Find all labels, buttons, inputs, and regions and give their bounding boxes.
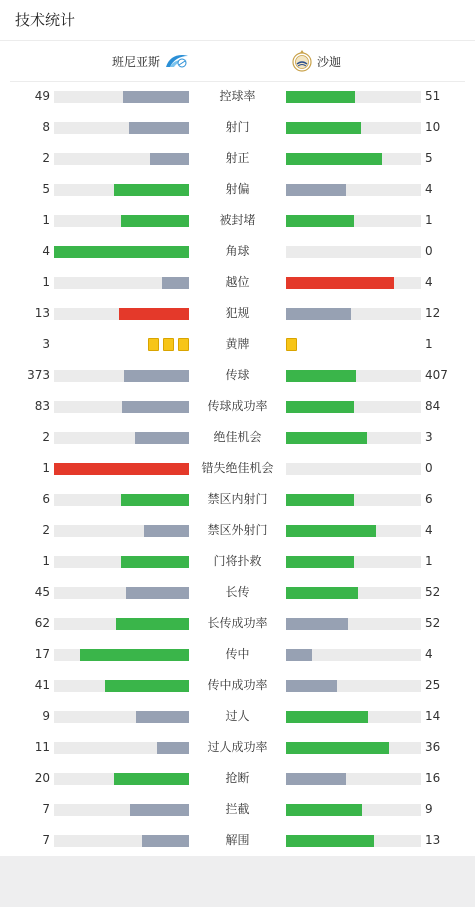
stat-label: 传中成功率 bbox=[207, 678, 268, 692]
stat-label: 射门 bbox=[225, 120, 250, 134]
away-stat-value: 1 bbox=[425, 554, 433, 568]
away-stat-value: 14 bbox=[425, 709, 441, 723]
away-yellow-cards bbox=[286, 338, 297, 352]
away-stat-value: 1 bbox=[425, 213, 433, 227]
stat-row bbox=[0, 794, 475, 825]
away-stat-bar bbox=[286, 122, 421, 134]
away-stat-bar bbox=[286, 401, 421, 413]
away-stat-bar-fill bbox=[286, 277, 394, 289]
stat-label: 禁区外射门 bbox=[207, 523, 268, 537]
stat-row bbox=[0, 825, 475, 856]
home-stat-bar bbox=[54, 91, 189, 103]
home-stat-bar bbox=[54, 215, 189, 227]
stat-row bbox=[0, 763, 475, 794]
home-stat-bar bbox=[54, 463, 189, 475]
away-stat-value: 52 bbox=[425, 585, 441, 599]
yellow-card-icon bbox=[148, 338, 159, 351]
stat-label: 绝佳机会 bbox=[213, 430, 262, 444]
home-stat-value: 45 bbox=[34, 585, 50, 599]
home-stat-value: 3 bbox=[42, 337, 50, 351]
home-stat-bar-fill bbox=[54, 463, 189, 475]
home-stat-bar-fill bbox=[150, 153, 189, 165]
stat-row bbox=[0, 174, 475, 205]
home-stat-bar bbox=[54, 649, 189, 661]
home-stat-bar bbox=[54, 742, 189, 754]
home-stat-bar-fill bbox=[54, 246, 189, 258]
stat-label: 射偏 bbox=[225, 182, 250, 196]
away-stat-bar-fill bbox=[286, 618, 348, 630]
stat-row bbox=[0, 639, 475, 670]
home-stat-bar bbox=[54, 184, 189, 196]
home-stat-value: 1 bbox=[42, 213, 50, 227]
away-stat-bar-fill bbox=[286, 525, 376, 537]
away-stat-bar bbox=[286, 277, 421, 289]
home-team[interactable] bbox=[112, 51, 190, 71]
stat-row bbox=[0, 329, 475, 360]
away-stat-value: 0 bbox=[425, 461, 433, 475]
stat-row bbox=[0, 453, 475, 484]
home-stat-bar-fill bbox=[162, 277, 189, 289]
away-stat-bar bbox=[286, 804, 421, 816]
home-stat-bar bbox=[54, 246, 189, 258]
stat-label: 门将扑救 bbox=[213, 554, 262, 568]
home-stat-value: 4 bbox=[42, 244, 50, 258]
away-stat-bar bbox=[286, 525, 421, 537]
home-stat-bar bbox=[54, 401, 189, 413]
stats-list bbox=[0, 81, 475, 856]
home-stat-value: 83 bbox=[34, 399, 50, 413]
home-stat-value: 5 bbox=[42, 182, 50, 196]
stat-row bbox=[0, 143, 475, 174]
home-stat-bar bbox=[54, 556, 189, 568]
yellow-card-icon bbox=[286, 338, 297, 351]
stat-label: 解围 bbox=[225, 833, 250, 847]
home-stat-value: 1 bbox=[42, 461, 50, 475]
away-stat-bar-fill bbox=[286, 215, 354, 227]
away-stat-bar bbox=[286, 556, 421, 568]
home-stat-bar-fill bbox=[123, 91, 189, 103]
sharjah-crest-icon bbox=[292, 49, 312, 73]
home-team-name: 班尼亚斯 bbox=[111, 54, 160, 69]
home-stat-bar bbox=[54, 122, 189, 134]
home-stat-bar bbox=[54, 835, 189, 847]
away-stat-bar-fill bbox=[286, 308, 351, 320]
away-stat-value: 6 bbox=[425, 492, 433, 506]
home-stat-value: 13 bbox=[34, 306, 50, 320]
away-stat-value: 12 bbox=[425, 306, 441, 320]
away-stat-bar bbox=[286, 432, 421, 444]
away-stat-bar-fill bbox=[286, 153, 382, 165]
away-stat-value: 407 bbox=[425, 368, 448, 382]
stat-row bbox=[0, 298, 475, 329]
away-stat-value: 51 bbox=[425, 89, 441, 103]
home-stat-bar-fill bbox=[124, 370, 189, 382]
away-stat-bar bbox=[286, 587, 421, 599]
home-stat-value: 1 bbox=[42, 554, 50, 568]
home-stat-bar-fill bbox=[135, 432, 189, 444]
home-stat-value: 9 bbox=[42, 709, 50, 723]
away-team-name: 沙迦 bbox=[317, 54, 342, 69]
away-stat-bar bbox=[286, 711, 421, 723]
away-stat-value: 4 bbox=[425, 182, 433, 196]
away-stat-bar-fill bbox=[286, 742, 389, 754]
away-stat-value: 4 bbox=[425, 523, 433, 537]
away-stat-bar bbox=[286, 618, 421, 630]
home-stat-bar-fill bbox=[105, 680, 189, 692]
home-stat-bar-fill bbox=[80, 649, 189, 661]
away-stat-bar bbox=[286, 308, 421, 320]
home-yellow-cards bbox=[148, 338, 189, 352]
home-stat-bar bbox=[54, 153, 189, 165]
home-stat-value: 49 bbox=[34, 89, 50, 103]
away-stat-value: 4 bbox=[425, 275, 433, 289]
home-stat-value: 62 bbox=[34, 616, 50, 630]
stat-label: 黄牌 bbox=[225, 337, 250, 351]
away-stat-value: 9 bbox=[425, 802, 433, 816]
away-stat-bar-fill bbox=[286, 494, 354, 506]
home-stat-bar-fill bbox=[116, 618, 189, 630]
stat-label: 射正 bbox=[225, 151, 250, 165]
home-stat-bar-fill bbox=[126, 587, 189, 599]
home-stat-value: 20 bbox=[34, 771, 50, 785]
stat-row bbox=[0, 670, 475, 701]
away-stat-bar-fill bbox=[286, 122, 361, 134]
home-stat-value: 17 bbox=[34, 647, 50, 661]
stat-label: 过人成功率 bbox=[207, 740, 268, 754]
home-stat-value: 373 bbox=[27, 368, 50, 382]
away-stat-bar-fill bbox=[286, 804, 362, 816]
page-title: 技术统计 bbox=[15, 11, 76, 29]
stat-row bbox=[0, 205, 475, 236]
home-stat-value: 11 bbox=[34, 740, 50, 754]
home-stat-value: 6 bbox=[42, 492, 50, 506]
away-stat-bar bbox=[286, 494, 421, 506]
away-stat-bar-fill bbox=[286, 370, 356, 382]
home-stat-bar-fill bbox=[157, 742, 189, 754]
away-stat-value: 0 bbox=[425, 244, 433, 258]
home-stat-value: 2 bbox=[42, 523, 50, 537]
stat-label: 犯规 bbox=[225, 306, 250, 320]
stat-label: 长传成功率 bbox=[207, 616, 268, 630]
stat-label: 越位 bbox=[225, 275, 250, 289]
stat-row bbox=[0, 546, 475, 577]
away-stat-bar bbox=[286, 463, 421, 475]
away-stat-bar-fill bbox=[286, 773, 346, 785]
home-stat-value: 1 bbox=[42, 275, 50, 289]
home-stat-bar bbox=[54, 432, 189, 444]
home-stat-bar bbox=[54, 773, 189, 785]
yellow-card-icon bbox=[163, 338, 174, 351]
yellow-card-icon bbox=[178, 338, 189, 351]
home-stat-bar-fill bbox=[136, 711, 189, 723]
baniyas-crest-icon bbox=[164, 51, 190, 71]
away-team[interactable] bbox=[292, 49, 341, 73]
away-stat-bar-fill bbox=[286, 91, 355, 103]
stat-row bbox=[0, 515, 475, 546]
home-stat-bar-fill bbox=[142, 835, 189, 847]
stat-label: 被封堵 bbox=[219, 213, 256, 227]
stat-label: 角球 bbox=[225, 244, 250, 258]
home-stat-value: 41 bbox=[34, 678, 50, 692]
away-stat-bar bbox=[286, 742, 421, 754]
home-stat-bar-fill bbox=[130, 804, 189, 816]
away-stat-value: 4 bbox=[425, 647, 433, 661]
away-stat-value: 1 bbox=[425, 337, 433, 351]
home-stat-bar-fill bbox=[121, 556, 189, 568]
home-stat-bar-fill bbox=[114, 184, 189, 196]
away-stat-bar bbox=[286, 370, 421, 382]
home-stat-bar bbox=[54, 277, 189, 289]
away-stat-bar-fill bbox=[286, 680, 337, 692]
home-stat-value: 8 bbox=[42, 120, 50, 134]
away-stat-bar-fill bbox=[286, 432, 367, 444]
away-stat-value: 10 bbox=[425, 120, 441, 134]
away-stat-bar bbox=[286, 153, 421, 165]
stat-row bbox=[0, 484, 475, 515]
home-stat-bar-fill bbox=[144, 525, 189, 537]
away-stat-bar bbox=[286, 680, 421, 692]
home-stat-bar bbox=[54, 308, 189, 320]
home-stat-value: 7 bbox=[42, 833, 50, 847]
home-stat-bar-fill bbox=[129, 122, 189, 134]
away-stat-value: 16 bbox=[425, 771, 441, 785]
stat-label: 传中 bbox=[225, 647, 250, 661]
stat-label: 过人 bbox=[225, 709, 250, 723]
home-stat-bar bbox=[54, 711, 189, 723]
away-stat-bar-fill bbox=[286, 835, 374, 847]
stat-label: 长传 bbox=[225, 585, 250, 599]
away-stat-bar bbox=[286, 91, 421, 103]
stat-row bbox=[0, 422, 475, 453]
home-stat-value: 2 bbox=[42, 430, 50, 444]
home-stat-bar-fill bbox=[119, 308, 189, 320]
away-stat-bar bbox=[286, 773, 421, 785]
home-stat-value: 7 bbox=[42, 802, 50, 816]
away-stat-bar-fill bbox=[286, 401, 354, 413]
home-stat-bar-fill bbox=[121, 494, 189, 506]
home-stat-bar-fill bbox=[114, 773, 189, 785]
home-stat-bar bbox=[54, 494, 189, 506]
stat-label: 传球 bbox=[225, 368, 250, 382]
stat-row bbox=[0, 608, 475, 639]
stat-row bbox=[0, 112, 475, 143]
away-stat-bar-fill bbox=[286, 184, 346, 196]
away-stat-bar-fill bbox=[286, 649, 312, 661]
home-stat-bar bbox=[54, 370, 189, 382]
home-stat-bar bbox=[54, 587, 189, 599]
home-stat-value: 2 bbox=[42, 151, 50, 165]
away-stat-bar bbox=[286, 215, 421, 227]
stat-label: 错失绝佳机会 bbox=[201, 461, 274, 475]
home-stat-bar bbox=[54, 618, 189, 630]
away-stat-bar bbox=[286, 835, 421, 847]
home-stat-bar bbox=[54, 525, 189, 537]
stat-row bbox=[0, 701, 475, 732]
away-stat-bar-fill bbox=[286, 711, 368, 723]
away-stat-bar bbox=[286, 649, 421, 661]
stat-row bbox=[0, 391, 475, 422]
away-stat-bar bbox=[286, 184, 421, 196]
stat-row bbox=[0, 577, 475, 608]
away-stat-bar-fill bbox=[286, 556, 354, 568]
away-stat-bar-fill bbox=[286, 587, 358, 599]
teams-header bbox=[0, 41, 475, 81]
stat-label: 传球成功率 bbox=[207, 399, 268, 413]
home-stat-bar-fill bbox=[121, 215, 189, 227]
away-stat-bar bbox=[286, 246, 421, 258]
home-stat-bar bbox=[54, 804, 189, 816]
stat-row bbox=[0, 732, 475, 763]
stat-row bbox=[0, 236, 475, 267]
stat-label: 禁区内射门 bbox=[207, 492, 268, 506]
away-stat-value: 52 bbox=[425, 616, 441, 630]
stat-label: 控球率 bbox=[219, 89, 256, 103]
away-stat-value: 84 bbox=[425, 399, 441, 413]
away-stat-value: 36 bbox=[425, 740, 441, 754]
away-stat-value: 3 bbox=[425, 430, 433, 444]
away-stat-value: 25 bbox=[425, 678, 441, 692]
stat-row bbox=[0, 267, 475, 298]
away-stat-value: 13 bbox=[425, 833, 441, 847]
away-stat-value: 5 bbox=[425, 151, 433, 165]
stat-row bbox=[0, 360, 475, 391]
stat-label: 抢断 bbox=[225, 771, 250, 785]
stat-label: 拦截 bbox=[225, 802, 250, 816]
home-stat-bar-fill bbox=[122, 401, 189, 413]
stat-row bbox=[0, 81, 475, 112]
home-stat-bar bbox=[54, 680, 189, 692]
